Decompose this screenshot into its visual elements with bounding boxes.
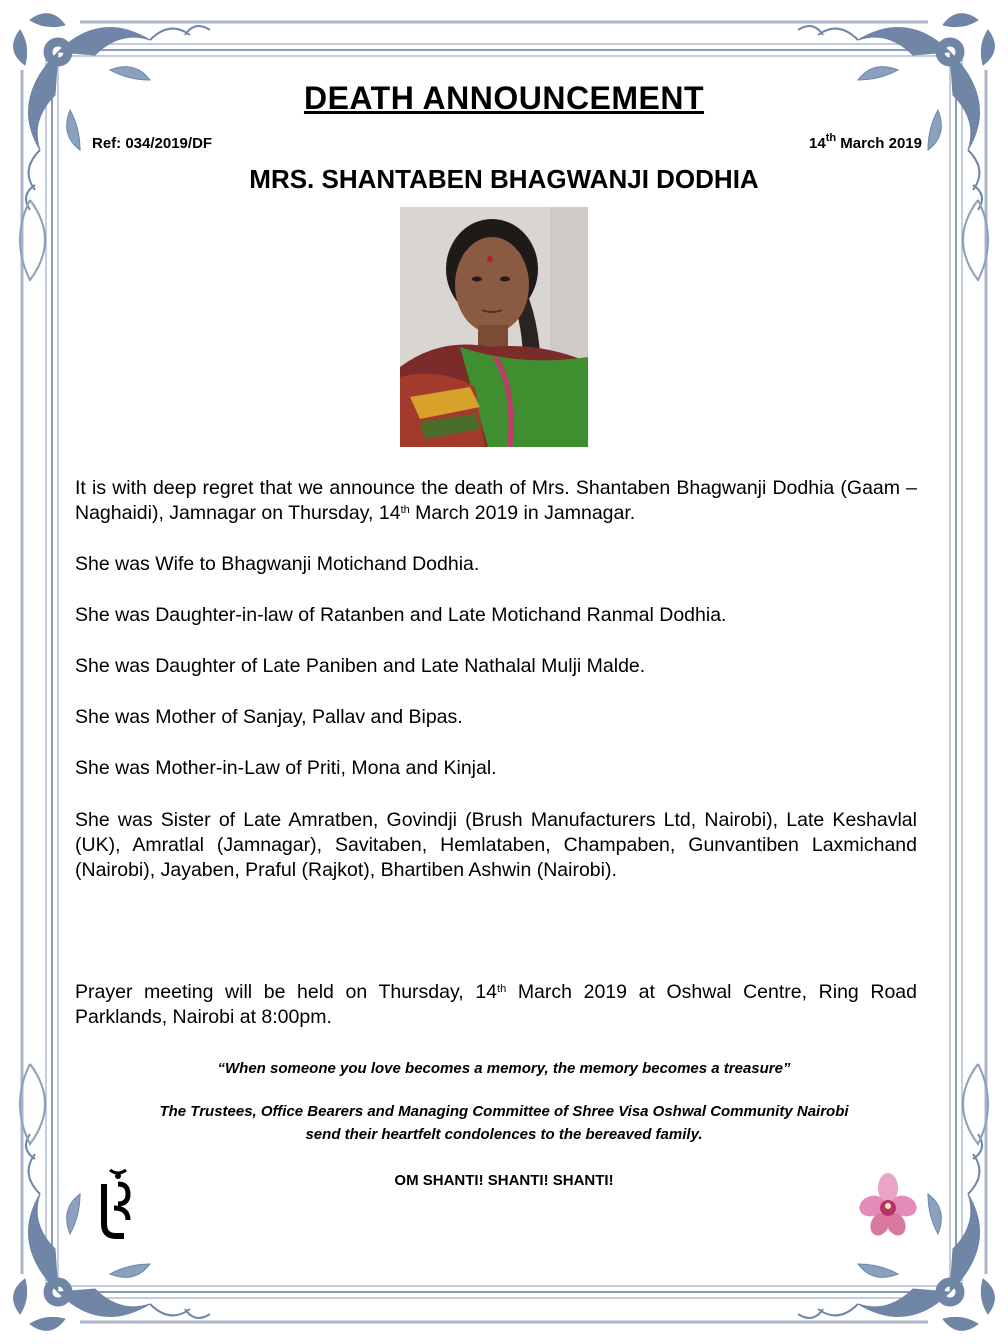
condolence-message [0,1100,1008,1146]
jain-om-symbol-icon [94,1164,136,1240]
relation-sister: She was Sister of Late Amratben, Govindji (Brush Manufacturers Ltd, Nairobi), Late Keshavlal (UK), Amratlal (Jamnagar), Savitaben, Hemlataben, Champaben, Gunvantiben Laxmichand (Nairobi), Jayaben, Praful (Rajkot), Bhartiben Ashwin (Nairobi). [75,809,917,881]
reference-number: Ref: 034/2019/DF [92,135,213,152]
prayer-meeting: Prayer meeting will be held on Thursday, 14th March 2019 at Oshwal Centre, Ring Road Parklands, Nairobi at 8:00pm. [75,981,917,1028]
relation-mother-in-law: She was Mother-in-Law of Priti, Mona and Kinjal. [75,757,497,779]
relation-mother: She was Mother of Sanjay, Pallav and Bipas. [75,706,463,728]
condolence-line-2: send their heartfelt condolences to the bereaved family. [305,1126,703,1143]
pink-orchid-icon [858,1172,918,1244]
relation-daughter-in-law: She was Daughter-in-law of Ratanben and Late Motichand Ranmal Dodhia. [75,604,727,626]
announcement-paragraph: It is with deep regret that we announce the death of Mrs. Shantaben Bhagwanji Dodhia (Gaam – Naghaidi), Jamnagar on Thursday, 14th March 2019 in Jamnagar. [75,477,917,524]
announcement-date: 14th March 2019 [809,132,922,152]
relation-daughter: She was Daughter of Late Paniben and Late Nathalal Mulji Malde. [75,655,646,677]
memorial-quote: “When someone you love becomes a memory, the memory becomes a treasure” [217,1060,791,1077]
condolence-line-1: The Trustees, Office Bearers and Managing Committee of Shree Visa Oshwal Community Nairobi [159,1103,849,1120]
deceased-name: MRS. SHANTABEN BHAGWANJI DODHIA [249,164,759,194]
page-title: DEATH ANNOUNCEMENT [303,80,705,116]
portrait-photo [400,207,588,447]
closing-prayer: OM SHANTI! SHANTI! SHANTI! [394,1172,614,1189]
relation-wife: She was Wife to Bhagwanji Motichand Dodhia. [75,553,480,575]
